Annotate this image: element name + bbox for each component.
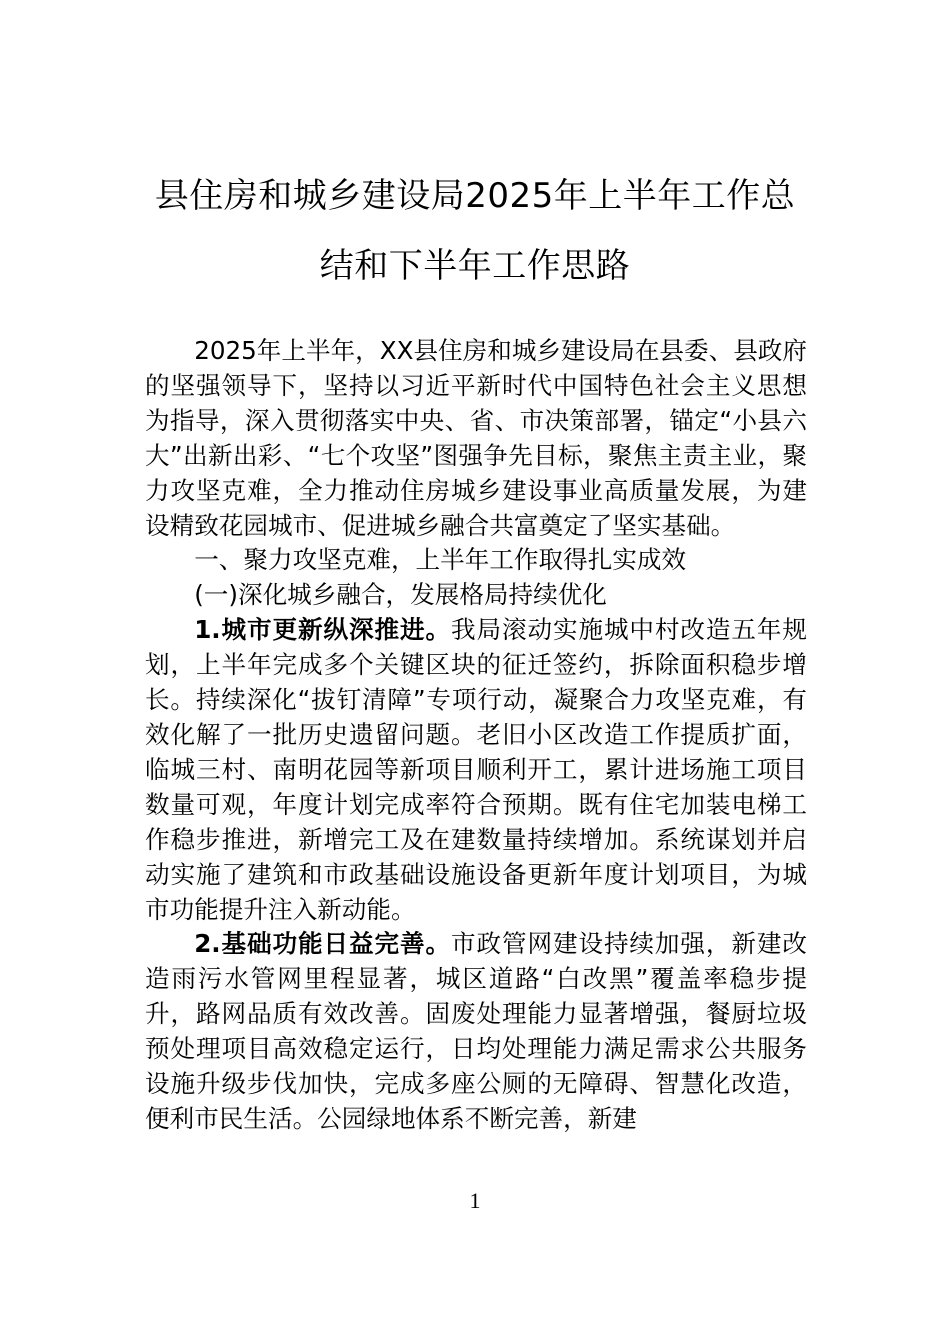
section-heading: 一、聚力攻坚克难，上半年工作取得扎实成效 — [194, 545, 687, 575]
item-2-text: 市政管网建设持续加强，新建改造雨污水管网里程显著，城区道路“白改黑”覆盖率稳步提升，路网品质有效改善。固废处理能力显著增强，餐厨垃圾预处理项目高效稳定运行，日均处理能力满足需求公共服务设施升级步伐加快，完成多座公厕的无障碍、智慧化改造，便利市民生活。公园绿地体系不断完善，新建 — [145, 929, 807, 1133]
item-1-lead: 1.城市更新纵深推进。 — [194, 615, 451, 645]
intro-paragraph: 2025年上半年，XX县住房和城乡建设局在县委、县政府的坚强领导下，坚持以习近平新时代中国特色社会主义思想为指导，深入贯彻落实中央、省、市决策部署，锚定“小县六大”出新出彩、“七个攻坚”图强争先目标，聚焦主责主业，聚力攻坚克难，全力推动住房城乡建设事业高质量发展，为建设精致花园城市、促进城乡融合共富奠定了坚实基础。 — [145, 336, 807, 540]
item-1-text: 我局滚动实施城中村改造五年规划，上半年完成多个关键区块的征迁签约，拆除面积稳步增长。持续深化“拔钉清障”专项行动，凝聚合力攻坚克难，有效化解了一批历史遗留问题。老旧小区改造工作提质扩面，临城三村、南明花园等新项目顺利开工，累计进场施工项目数量可观，年度计划完成率符合预期。既有住宅加装电梯工作稳步推进，新增完工及在建数量持续增加。系统谋划并启动实施了建筑和市政基础设施设备更新年度计划项目，为城市功能提升注入新动能。 — [145, 615, 807, 924]
item-paragraph-2 — [145, 927, 807, 1136]
subsection-heading: (一)深化城乡融合，发展格局持续优化 — [194, 580, 607, 610]
item-paragraph-1 — [145, 613, 807, 927]
document-title-line-2: 结和下半年工作思路 — [319, 246, 631, 286]
document-body — [145, 334, 807, 1137]
page-number: 1 — [469, 1188, 481, 1213]
item-2-lead: 2.基础功能日益完善。 — [194, 929, 451, 959]
document-title-line-1: 县住房和城乡建设局2025年上半年工作总 — [154, 176, 796, 216]
